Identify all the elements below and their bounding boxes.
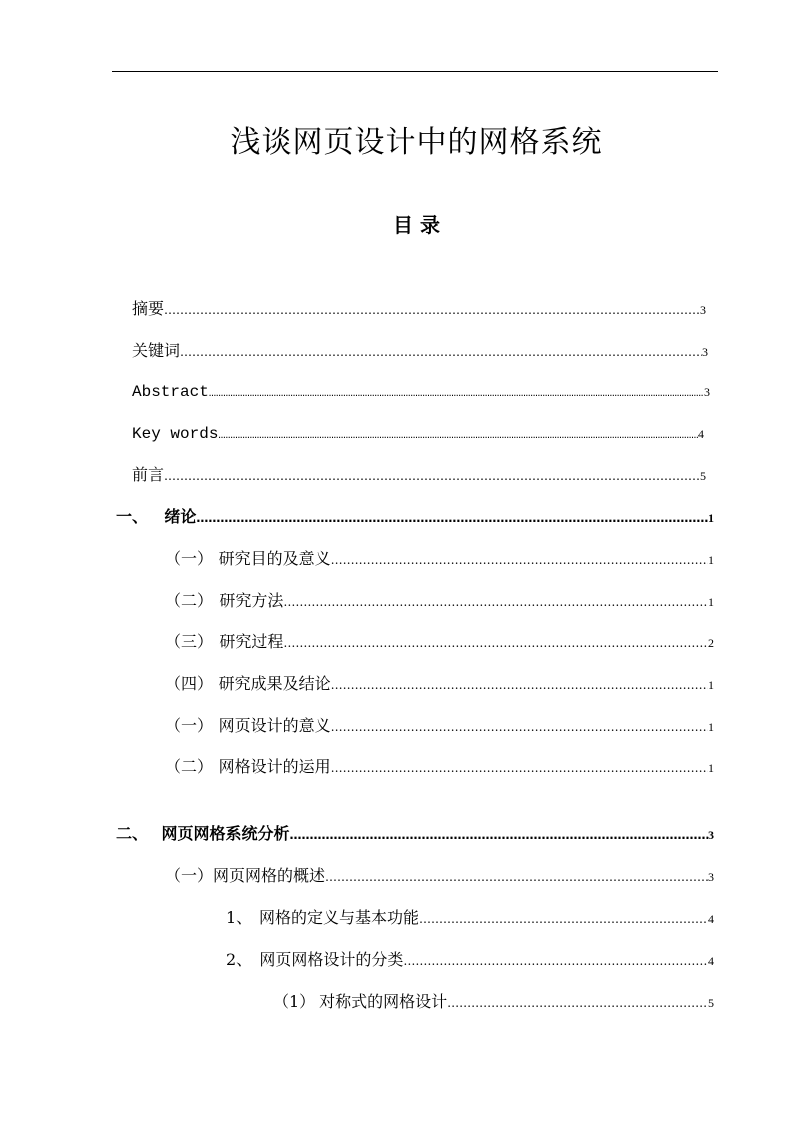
toc-entry-number: 一、 (116, 507, 149, 526)
toc-leader (164, 298, 700, 322)
toc-leader (283, 631, 708, 655)
toc-page-number: 4 (698, 427, 704, 441)
toc-entry-keywords-en[interactable] (132, 422, 704, 446)
toc-entry-section-2-1[interactable] (165, 864, 714, 888)
toc-entry-label: 网页网格设计的分类 (259, 950, 404, 969)
toc-page-number: 3 (702, 345, 708, 359)
toc-entry-number: 2、 (226, 950, 253, 969)
toc-entry-chapter-2[interactable] (116, 822, 714, 846)
toc-entry-number: （1） (273, 992, 316, 1011)
toc-leader (209, 381, 704, 405)
toc-entry-subsection-2-1-2[interactable] (226, 948, 714, 972)
toc-leader (331, 673, 708, 697)
toc-entry-number: （二） (165, 591, 214, 610)
toc-entry-label: 研究成果及结论 (218, 674, 331, 693)
toc-leader (164, 464, 700, 488)
toc-entry-label: 摘要 (132, 299, 165, 318)
toc-entry-label: Key words (132, 425, 219, 443)
toc-entry-chapter-1[interactable] (116, 505, 714, 529)
toc-page-number: 3 (700, 303, 706, 317)
toc-entry-label: 网页网格系统分析 (161, 824, 290, 843)
toc-leader (289, 823, 708, 847)
toc-entry-section-1-5[interactable] (165, 714, 714, 738)
toc-entry-number: 1、 (226, 908, 253, 927)
toc-leader (325, 865, 708, 889)
toc-entry-label: 前言 (132, 465, 165, 484)
toc-page-number: 3 (708, 828, 714, 842)
toc-leader (331, 756, 708, 780)
toc-entry-label: 研究过程 (219, 632, 284, 651)
toc-leader (180, 340, 702, 364)
toc-entry-subsection-2-1-1[interactable] (226, 906, 714, 930)
toc-entry-label: 对称式的网格设计 (319, 992, 448, 1011)
toc-page-number: 4 (708, 912, 714, 926)
toc-page-number: 3 (704, 385, 710, 399)
toc-entry-number: （一） (165, 866, 214, 885)
toc-entry-label: 绪论 (164, 507, 197, 526)
toc-page-number: 1 (708, 595, 714, 609)
toc-leader (447, 991, 708, 1015)
toc-entry-label: 网格设计的运用 (218, 757, 331, 776)
toc-page-number: 1 (708, 511, 714, 525)
toc-page-number: 2 (708, 636, 714, 650)
toc-entry-number: （二） (165, 757, 214, 776)
toc-leader (196, 506, 708, 530)
toc-heading: 目 录 (393, 213, 440, 237)
toc-page-number: 1 (708, 553, 714, 567)
toc-entry-abstract-en[interactable] (132, 380, 710, 404)
toc-entry-label: 关键词 (132, 341, 181, 360)
toc-entry-section-1-4[interactable] (165, 672, 714, 696)
toc-page-number: 1 (708, 678, 714, 692)
toc-entry-section-1-1[interactable] (165, 547, 714, 571)
toc-page-number: 4 (708, 954, 714, 968)
toc-entry-label: 研究方法 (219, 591, 284, 610)
toc-entry-item-2-1-2-1[interactable] (273, 990, 714, 1014)
toc-leader (331, 715, 708, 739)
toc-entry-label: 网页网格的概述 (213, 866, 326, 885)
toc-page-number: 1 (708, 720, 714, 734)
toc-leader (331, 548, 708, 572)
toc-leader (403, 949, 708, 973)
toc-entry-number: （一） (165, 549, 214, 568)
toc-page-number: 3 (708, 870, 714, 884)
toc-leader (419, 907, 708, 931)
toc-entry-keywords-cn[interactable] (132, 339, 708, 363)
toc-page-number: 5 (708, 996, 714, 1010)
document-title: 浅谈网页设计中的网格系统 (230, 125, 603, 160)
toc-leader (218, 423, 698, 447)
toc-entry-label: 网页设计的意义 (218, 716, 331, 735)
toc-page-number: 5 (700, 469, 706, 483)
toc-entry-number: （四） (165, 674, 214, 693)
toc-entry-label: 研究目的及意义 (218, 549, 331, 568)
toc-page-number: 1 (708, 761, 714, 775)
toc-entry-section-1-6[interactable] (165, 755, 714, 779)
toc-entry-number: 二、 (116, 824, 149, 843)
toc-entry-abstract-cn[interactable] (132, 297, 706, 321)
toc-entry-label: Abstract (132, 383, 209, 401)
toc-leader (283, 590, 708, 614)
toc-entry-preface[interactable] (132, 463, 706, 487)
toc-entry-number: （一） (165, 716, 214, 735)
toc-entry-section-1-3[interactable] (165, 630, 714, 654)
toc-entry-number: （三） (165, 632, 214, 651)
toc-entry-label: 网格的定义与基本功能 (258, 908, 419, 927)
toc-entry-section-1-2[interactable] (165, 589, 714, 613)
